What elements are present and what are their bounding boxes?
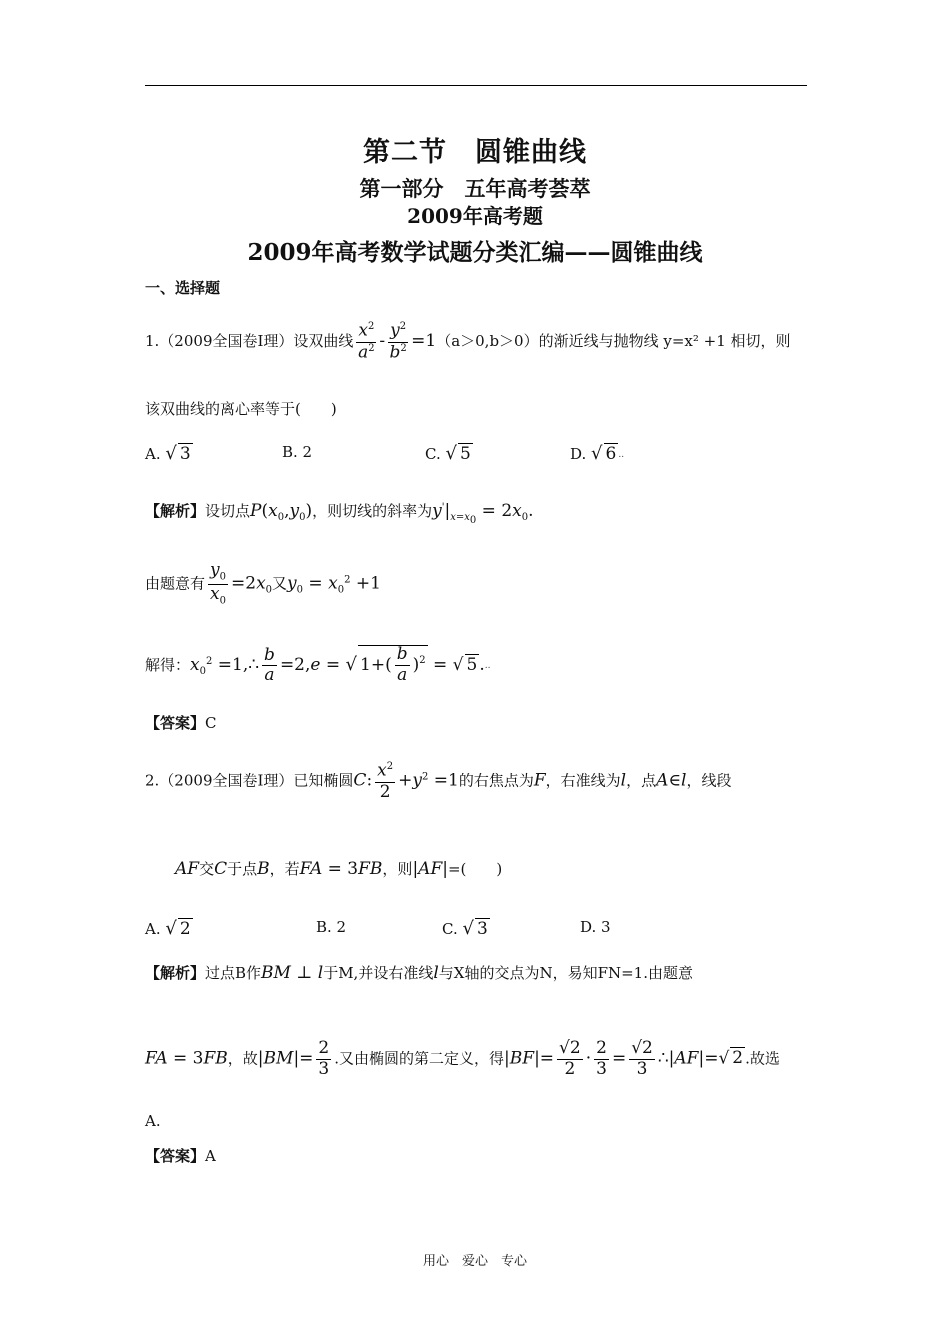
q1-option-c: C. √ 5 — [425, 443, 471, 464]
q1-option-b: B. 2 — [282, 443, 313, 461]
q1-stem: 1.（2009全国卷Ⅰ理）设双曲线 $\frac{x^2}{a^2}$ - $\frac{y^2}{b^2}$ =1（a＞0,b＞0）的渐近线与抛物线 y=x² +1 相切，则 — [145, 320, 791, 363]
q2-analysis: 【解析】过点B作BM ⊥ l于M,并设右准线l与X轴的交点为N，易知FN=1.由题意 — [145, 963, 693, 983]
q1-analysis: 【解析】设切点$P(x_0,y_0)$，则切线的斜率为$y'|_{x=x_0} = 2x_0$. — [145, 501, 534, 526]
q2-stem: 2.（2009全国卷Ⅰ理）已知椭圆C: $\frac{x^2}{2}$ $+y^2 =1$的右焦点为F，右准线为l，点A∈l，线段 — [145, 760, 732, 802]
q2-derivation: FA = 3FB，故|BM|= $\frac{2}{3}$ .又由椭圆的第二定义，得|BF|= $\frac{√2}{2}$ · $\frac{2}{3}$ = $\frac{√2}{3}$ ∴|AF|=√ 2 .故选 — [145, 1038, 780, 1079]
q1-analysis-label: 【解析】 — [145, 502, 206, 520]
q1-suffix: （a＞0,b＞0）的渐近线与抛物线 y=x² +1 相切，则 — [436, 332, 791, 350]
q1-frac-x: $\frac{x^2}{a^2}$ — [358, 320, 375, 363]
q1-option-d: D. √ 6 .. — [570, 443, 625, 464]
page-title: 第二节 圆锥曲线 — [363, 137, 587, 168]
q1-given: 由题意有 $\frac{y_0}{x_0}$ $=2x_0$又$y_0 = x_0^2 +1$ — [145, 560, 381, 607]
q1-option-a: A. √ 3 — [145, 443, 191, 464]
q1-prefix: 1.（2009全国卷Ⅰ理）设双曲线 — [145, 332, 354, 350]
q1-answer: 【答案】C — [145, 714, 217, 732]
part-heading: 第一部分 五年高考荟萃 — [359, 176, 591, 201]
q2-stem-line2: AF交C于点B，若FA = 3FB，则|AF|=( ) — [175, 859, 503, 879]
page-footer: 用心 爱心 专心 — [422, 1254, 527, 1269]
header-rule — [145, 85, 807, 86]
q2-option-d: D. 3 — [580, 918, 611, 936]
q2-answer: 【答案】A — [145, 1147, 216, 1165]
q2-derivation-end: A. — [145, 1112, 161, 1130]
q2-option-a: A. √ 2 — [145, 918, 191, 939]
q2-option-c: C. √ 3 — [442, 918, 488, 939]
q1-solve: 解得：$x_0^2$ =1,∴ $\frac{b}{a}$ =2,e = √ 1+( $\frac{b}{a}$ )$^2$ = √ 5 ... — [145, 644, 491, 686]
year-heading: 2009年高考题 — [407, 204, 543, 228]
section-heading: 一、选择题 — [145, 279, 221, 297]
q2-option-b: B. 2 — [316, 918, 347, 936]
collection-heading: 2009年高考数学试题分类汇编——圆锥曲线 — [247, 239, 703, 266]
q1-frac-y: $\frac{y^2}{b^2}$ — [389, 320, 407, 363]
q1-stem-line2: 该双曲线的离心率等于( ) — [145, 400, 337, 418]
